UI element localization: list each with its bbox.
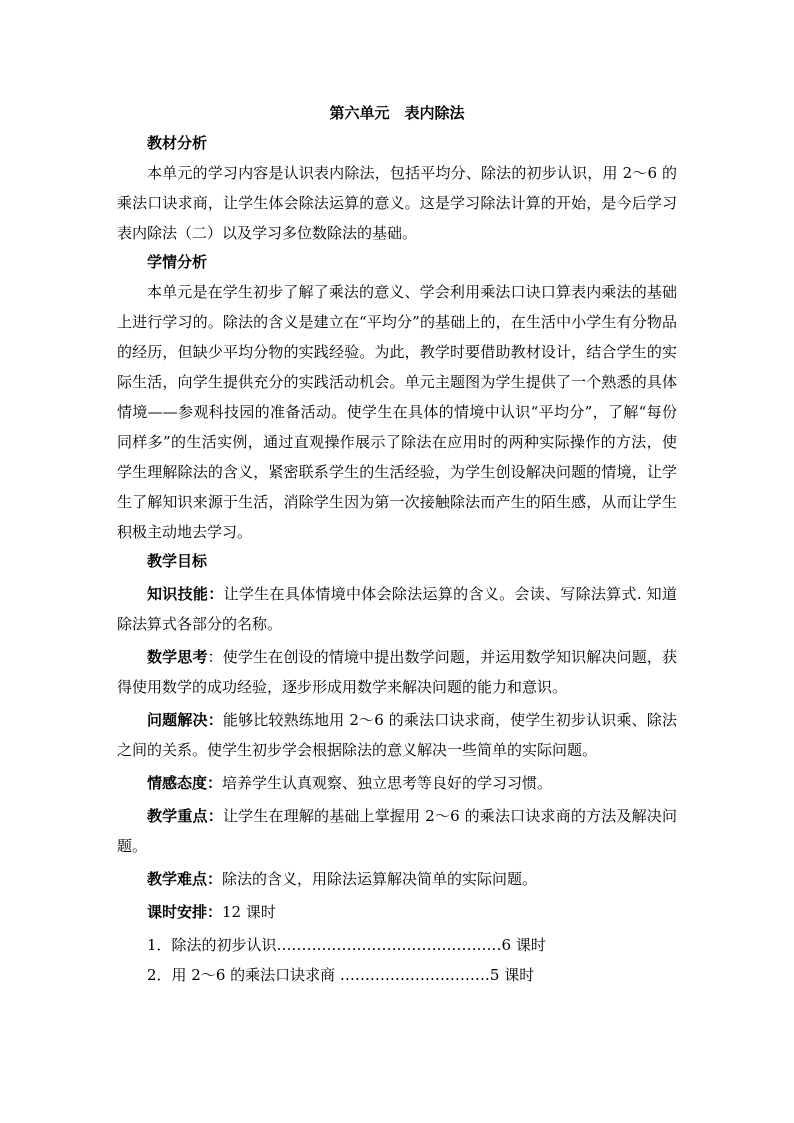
- goal-text: 能够比较熟练地用 2～6 的乘法口诀求商，使学生初步认识乘、除法之间的关系。使学生初步学会根据除法的意义解决一些简单的实际问题。: [117, 711, 677, 759]
- schedule-total: 12 课时: [222, 903, 276, 921]
- goal-text: 除法的含义，用除法运算解决简单的实际问题。: [222, 870, 538, 888]
- goal-label: 情感态度：: [147, 774, 223, 792]
- goal-text: 培养学生认真观察、独立思考等良好的学习习惯。: [222, 774, 553, 792]
- goal-text: 让学生在具体情境中体会除法运算的含义。会读、写除法算式. 知道除法算式各部分的名称。: [117, 585, 677, 633]
- teaching-key-point: [117, 801, 677, 861]
- schedule-line: [117, 897, 677, 927]
- goal-knowledge-skills: [117, 579, 677, 639]
- goal-text: 让学生在理解的基础上掌握用 2～6 的乘法口诀求商的方法及解决问题。: [117, 807, 677, 855]
- goal-problem-solving: [117, 705, 677, 765]
- goal-math-thinking: [117, 642, 677, 702]
- document-page: [117, 100, 677, 990]
- schedule-item: 1．除法的初步认识………………………………………6 课时: [147, 936, 546, 954]
- schedule-label: 课时安排：: [147, 903, 223, 921]
- goal-label: 数学思考: [147, 648, 208, 666]
- schedule-item: 2．用 2～6 的乘法口诀求商 …………………………5 课时: [147, 966, 535, 984]
- student-analysis-text: 本单元是在学生初步了解了乘法的意义、学会利用乘法口诀口算表内乘法的基础上进行学习的。除法的含义是建立在“平均分”的基础上的，在生活中小学生有分物品的经历，但缺少平均分物的实践经验。为此，教学时要借助教材设计，结合学生的实际生活，向学生提供充分的实践活动机会。单元主题图为学生提供了一个熟悉的具体情境——参观科技园的准备活动。使学生在具体的情境中认识“平均分”，了解“每份同样多”的生活实例，通过直观操作展示了除法在应用时的两种实际操作的方法，使学生理解除法的含义，紧密联系学生的生活经验，为学生创设解决问题的情境，让学生了解知识来源于生活，消除学生因为第一次接触除法而产生的陌生感，从而让学生积极主动地去学习。: [117, 283, 677, 541]
- teaching-goals-heading: 教学目标: [147, 552, 208, 570]
- unit-title: 第六单元 表内除法: [329, 104, 465, 122]
- material-analysis-text: 本单元的学习内容是认识表内除法，包括平均分、除法的初步认识，用 2～6 的乘法口诀求商，让学生体会除法运算的意义。这是学习除法计算的开始，是今后学习表内除法（二）以及学习多位数除法的基础。: [117, 164, 677, 242]
- goal-label: 知识技能：: [147, 585, 224, 603]
- teaching-difficult-point: [117, 864, 677, 894]
- student-analysis-heading: 学情分析: [147, 253, 208, 271]
- material-analysis-heading: 教材分析: [147, 134, 208, 152]
- goal-text: ：使学生在创设的情境中提出数学问题，并运用数学知识解决问题，获得使用数学的成功经验，逐步形成用数学来解决问题的能力和意识。: [117, 648, 677, 696]
- goal-label: 问题解决：: [147, 711, 223, 729]
- goal-label: 教学重点：: [147, 807, 223, 825]
- goal-emotion-attitude: [117, 768, 677, 798]
- goal-label: 教学难点：: [147, 870, 223, 888]
